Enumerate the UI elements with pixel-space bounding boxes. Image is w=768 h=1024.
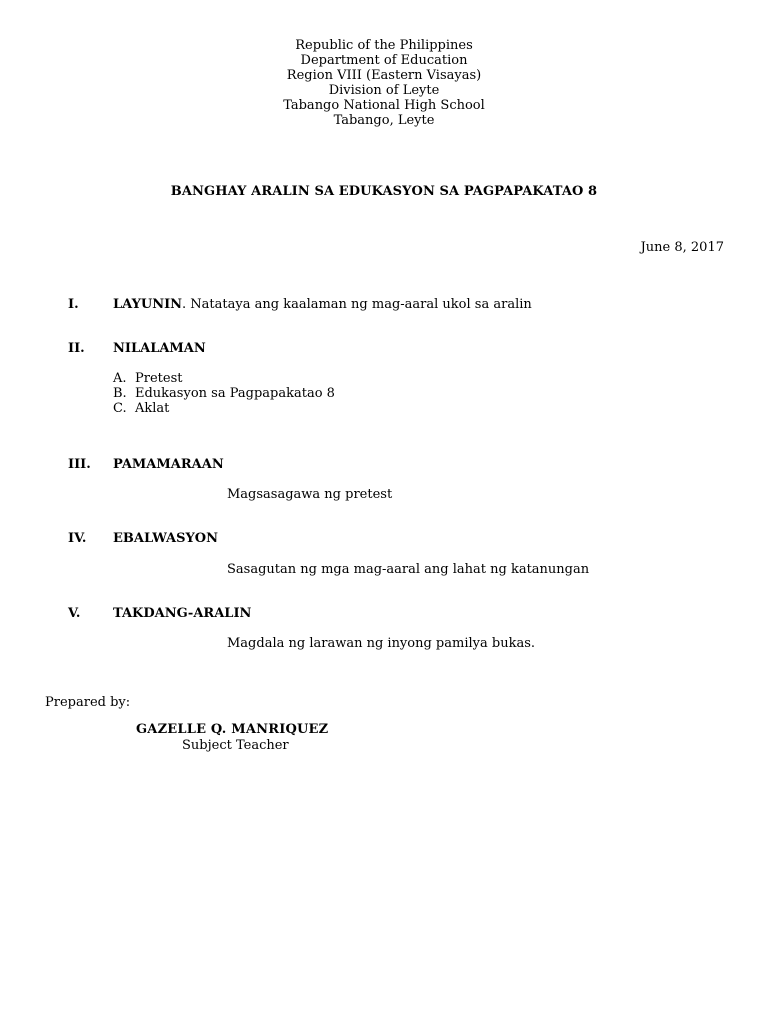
section-numeral-i: I.: [68, 297, 79, 312]
header-line-department: Department of Education: [300, 53, 468, 68]
list-item: [113, 401, 335, 416]
list-item: [113, 386, 335, 401]
signatory-role: Subject Teacher: [182, 738, 289, 753]
section-numeral-ii: II.: [68, 341, 85, 356]
header-line-region: Region VIII (Eastern Visayas): [286, 68, 482, 83]
list-item: [113, 371, 335, 386]
document-date: June 8, 2017: [640, 240, 724, 255]
list-item-text: Aklat: [135, 401, 170, 416]
list-item-text: Pretest: [135, 371, 183, 386]
section-layunin: [113, 297, 532, 312]
section-heading-takdang-aralin: TAKDANG-ARALIN: [113, 606, 252, 621]
header-line-location: Tabango, Leyte: [333, 113, 435, 128]
list-item-letter: C.: [113, 401, 127, 416]
section-text-takdang-aralin: Magdala ng larawan ng inyong pamilya bukas.: [227, 636, 536, 651]
section-text-pamamaraan: Magsasagawa ng pretest: [227, 487, 393, 502]
header-line-school: Tabango National High School: [283, 98, 485, 113]
school-header: [0, 38, 768, 128]
header-line-country: Republic of the Philippines: [295, 38, 473, 53]
section-heading-pamamaraan: PAMAMARAAN: [113, 457, 224, 472]
section-numeral-iv: IV.: [68, 531, 87, 546]
nilalaman-list: [113, 371, 335, 416]
list-item-letter: A.: [113, 371, 127, 386]
list-item-letter: B.: [113, 386, 127, 401]
signatory-name: GAZELLE Q. MANRIQUEZ: [136, 722, 329, 737]
section-text-ebalwasyon: Sasagutan ng mga mag-aaral ang lahat ng katanungan: [227, 562, 590, 577]
section-heading-nilalaman: NILALAMAN: [113, 341, 206, 356]
section-numeral-v: V.: [68, 606, 81, 621]
document-title: BANGHAY ARALIN SA EDUKASYON SA PAGPAPAKATAO 8: [170, 184, 598, 199]
prepared-by-label: Prepared by:: [45, 695, 131, 710]
section-heading-ebalwasyon: EBALWASYON: [113, 531, 218, 546]
section-heading-layunin: LAYUNIN: [113, 297, 183, 312]
header-line-division: Division of Leyte: [328, 83, 440, 98]
list-item-text: Edukasyon sa Pagpapakatao 8: [135, 386, 335, 401]
section-numeral-iii: III.: [68, 457, 91, 472]
section-text-layunin: . Natataya ang kaalaman ng mag-aaral ukol sa aralin: [182, 297, 532, 312]
